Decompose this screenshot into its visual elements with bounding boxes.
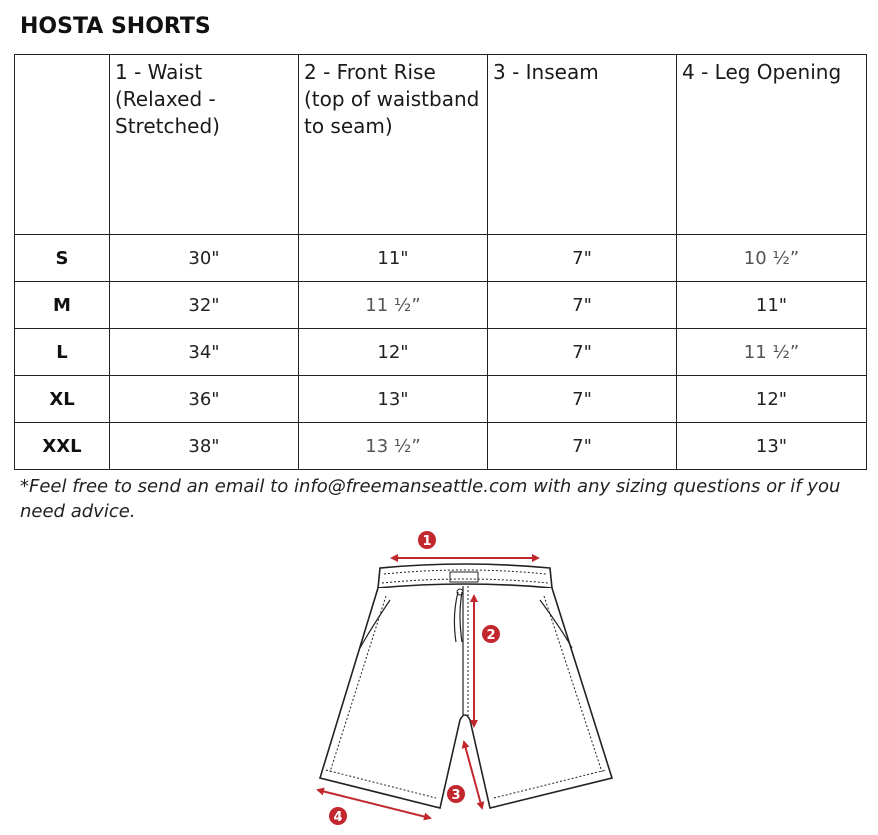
header-size <box>15 55 110 235</box>
front-rise-value: 11 ½” <box>299 282 488 329</box>
front-rise-value: 11" <box>299 235 488 282</box>
table-header-row <box>15 55 867 235</box>
front-rise-value: 13 ½” <box>299 423 488 470</box>
size-label: XXL <box>15 423 110 470</box>
header-inseam: 3 - Inseam <box>488 55 677 235</box>
header-waist: 1 - Waist (Relaxed - Stretched) <box>110 55 299 235</box>
table-row <box>15 376 867 423</box>
header-front-rise: 2 - Front Rise (top of waistband to seam) <box>299 55 488 235</box>
header-leg-opening: 4 - Leg Opening <box>677 55 867 235</box>
inseam-value: 7" <box>488 329 677 376</box>
leg-opening-value: 13" <box>677 423 867 470</box>
marker-3-label: 3 <box>451 788 461 803</box>
size-label: XL <box>15 376 110 423</box>
size-label: L <box>15 329 110 376</box>
waist-value: 30" <box>110 235 299 282</box>
size-chart-table <box>14 54 867 470</box>
leg-opening-value: 11" <box>677 282 867 329</box>
marker-1 <box>418 531 436 549</box>
inseam-value: 7" <box>488 423 677 470</box>
marker-4 <box>329 807 347 825</box>
inseam-value: 7" <box>488 282 677 329</box>
marker-4-label: 4 <box>333 810 343 825</box>
waist-value: 32" <box>110 282 299 329</box>
inseam-value: 7" <box>488 376 677 423</box>
marker-2-label: 2 <box>486 628 496 643</box>
size-label: M <box>15 282 110 329</box>
inseam-value: 7" <box>488 235 677 282</box>
marker-3 <box>447 785 465 803</box>
table-row <box>15 235 867 282</box>
table-row <box>15 423 867 470</box>
waist-value: 34" <box>110 329 299 376</box>
table-row <box>15 282 867 329</box>
marker-1-label: 1 <box>422 534 432 549</box>
front-rise-value: 13" <box>299 376 488 423</box>
front-rise-value: 12" <box>299 329 488 376</box>
marker-2 <box>482 625 500 643</box>
leg-opening-value: 11 ½” <box>677 329 867 376</box>
sizing-note: *Feel free to send an email to info@freemanseattle.com with any sizing questions or if you need advice. <box>20 476 841 522</box>
shorts-illustration <box>320 564 612 808</box>
shorts-measurement-diagram <box>300 520 630 832</box>
leg-opening-value: 12" <box>677 376 867 423</box>
page-title: HOSTA SHORTS <box>20 14 211 39</box>
size-label: S <box>15 235 110 282</box>
table-row <box>15 329 867 376</box>
waist-value: 38" <box>110 423 299 470</box>
leg-opening-value: 10 ½” <box>677 235 867 282</box>
waist-value: 36" <box>110 376 299 423</box>
